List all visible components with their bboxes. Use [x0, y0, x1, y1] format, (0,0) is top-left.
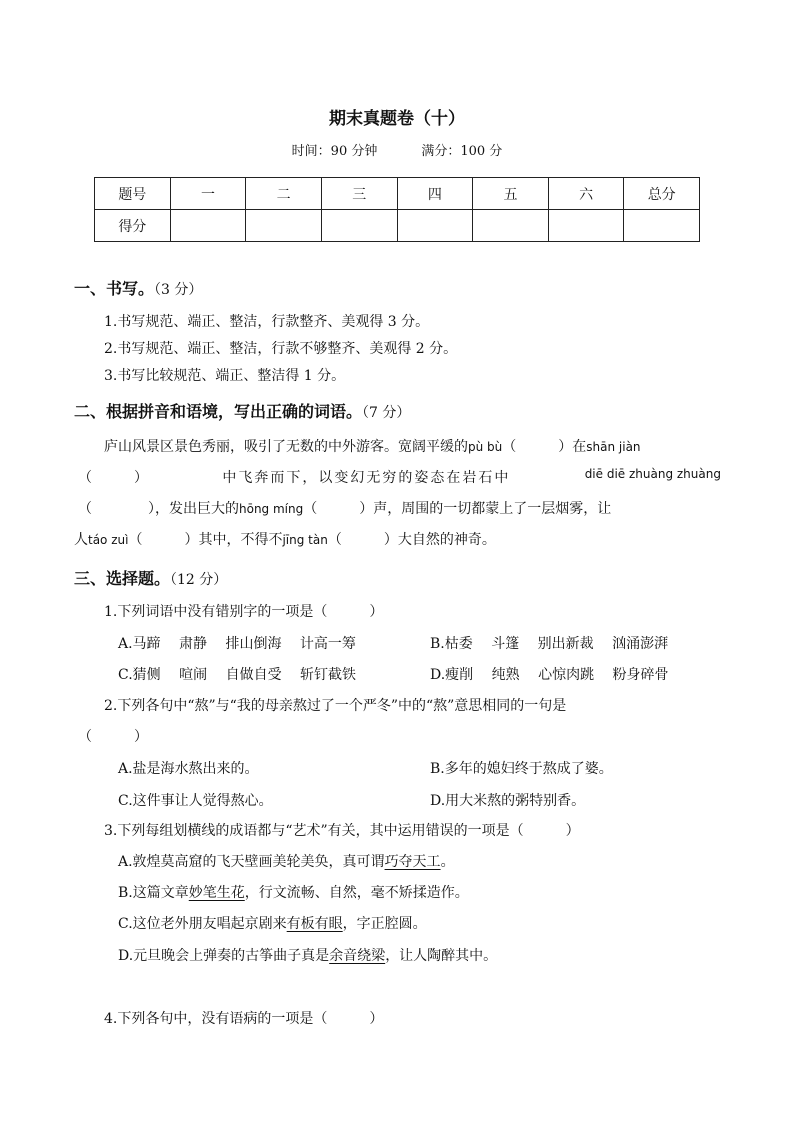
- section2-text: 在: [572, 439, 587, 455]
- section2-points: （7 分）: [362, 405, 411, 421]
- pinyin-prompt: jīng tàn: [282, 533, 328, 547]
- score-table-cell: 三: [321, 178, 397, 210]
- score-table-score-row: [95, 210, 700, 242]
- question-stem: 3.下列每组划横线的成语都与“艺术”有关，其中运用错误的一项是（ ）: [104, 823, 580, 839]
- option-text: C.这位老外朋友唱起京剧来: [118, 916, 287, 932]
- section2-text: 中飞奔而下，以变幻无穷的姿态在岩石中: [222, 470, 511, 486]
- option-d[interactable]: [118, 945, 497, 965]
- answer-blank[interactable]: （ ）: [502, 439, 573, 455]
- pinyin-prompt: hōng míng: [239, 502, 304, 516]
- section1-heading: [74, 276, 202, 299]
- option-d[interactable]: D.瘦削 纯熟 心惊肉跳 粉身碎骨: [430, 667, 669, 683]
- section2-line4: [74, 529, 496, 549]
- pinyin-prompt: pù bù: [468, 440, 503, 454]
- option-b[interactable]: B.多年的媳妇终于熬成了婆。: [430, 761, 613, 777]
- option-text: ，字正腔圆。: [342, 916, 427, 932]
- answer-blank[interactable]: （ ）: [128, 532, 199, 548]
- section1-title: 一、书写。: [74, 279, 155, 298]
- section1-item: 3.书写比较规范、端正、整洁得 1 分。: [104, 368, 346, 384]
- option-c[interactable]: C.猜侧 喧闹 自做自受 斩钉截铁: [118, 667, 357, 683]
- section3-heading: [74, 566, 227, 589]
- option-text: D.元旦晚会上弹奏的古筝曲子真是: [118, 948, 330, 964]
- score-input-cell[interactable]: [170, 210, 246, 242]
- option-a[interactable]: A.马蹄 肃静 排山倒海 计高一筹: [118, 636, 356, 652]
- score-input-cell[interactable]: [624, 210, 700, 242]
- score-table: [94, 177, 700, 242]
- section2-text: 人: [74, 532, 88, 548]
- score-table-cell: 四: [397, 178, 473, 210]
- score-table-cell: 题号: [95, 178, 171, 210]
- section3-points: （12 分）: [170, 572, 228, 588]
- option-text: ，让人陶醉其中。: [385, 948, 498, 964]
- score-table-cell: 总分: [624, 178, 700, 210]
- score-input-cell[interactable]: [473, 210, 549, 242]
- underlined-idiom: 有板有眼: [286, 916, 343, 932]
- underlined-idiom: 余音绕梁: [329, 948, 386, 964]
- option-a[interactable]: [118, 851, 455, 871]
- option-b[interactable]: [118, 882, 469, 902]
- section1-points: （3 分）: [154, 282, 203, 298]
- pinyin-prompt: shān jiàn: [586, 440, 641, 454]
- score-table-cell: 六: [548, 178, 624, 210]
- score-table-cell: 五: [473, 178, 549, 210]
- exam-full-score: 满分：100 分: [421, 144, 503, 159]
- score-input-cell[interactable]: [397, 210, 473, 242]
- section2-line1: [104, 436, 721, 456]
- score-table-cell: 一: [170, 178, 246, 210]
- pinyin-prompt: táo zuì: [88, 533, 129, 547]
- exam-time: 时间：90 分钟: [291, 144, 378, 159]
- answer-blank[interactable]: （ ）: [78, 470, 148, 486]
- section2-text: 其中，不得不: [198, 532, 283, 548]
- option-a[interactable]: A.盐是海水熬出来的。: [118, 761, 259, 777]
- pinyin-prompt: diē diē zhuàng zhuàng: [584, 467, 721, 481]
- option-c[interactable]: C.这件事让人觉得熬心。: [118, 793, 273, 809]
- option-text: A.敦煌莫高窟的飞天壁画美轮美奂，真可谓: [118, 854, 385, 870]
- exam-title: 期末真题卷（十）: [329, 109, 465, 129]
- question-stem: 2.下列各句中“熬”与“我的母亲熬过了一个严冬”中的“熬”意思相同的一句是: [104, 698, 567, 714]
- score-input-cell[interactable]: [321, 210, 397, 242]
- section2-text: ，发出巨大的: [155, 501, 239, 517]
- score-table-cell: 二: [246, 178, 322, 210]
- underlined-idiom: 妙笔生花: [188, 885, 245, 901]
- section2-text: 庐山风景区景色秀丽，吸引了无数的中外游客。宽阔平缓的: [104, 439, 468, 455]
- option-c[interactable]: [118, 913, 427, 933]
- score-input-cell[interactable]: [246, 210, 322, 242]
- option-text: B.这篇文章: [118, 885, 189, 901]
- answer-blank[interactable]: （ ）: [303, 501, 374, 517]
- section2-line2: [78, 467, 721, 487]
- section2-text: 声，周围的一切都蒙上了一层烟雾，让: [373, 501, 612, 517]
- option-b[interactable]: B.枯委 斗篷 别出新裁 汹涌澎湃: [430, 636, 669, 652]
- option-text: ，行文流畅、自然，毫不矫揉造作。: [244, 885, 469, 901]
- exam-subtitle: [0, 140, 794, 159]
- score-input-cell[interactable]: [548, 210, 624, 242]
- section1-item: 2.书写规范、端正、整洁，行款不够整齐、美观得 2 分。: [104, 341, 458, 357]
- question-stem: 4.下列各句中，没有语病的一项是（ ）: [104, 1011, 384, 1027]
- section2-heading: [74, 399, 410, 422]
- section2-title: 二、根据拼音和语境，写出正确的词语。: [74, 402, 363, 421]
- answer-blank[interactable]: （ ）: [78, 501, 155, 517]
- score-table-cell: 得分: [95, 210, 171, 242]
- section2-text: 大自然的神奇。: [397, 532, 496, 548]
- section1-item: 1.书写规范、端正、整洁，行款整齐、美观得 3 分。: [104, 314, 430, 330]
- section3-title: 三、选择题。: [74, 569, 171, 588]
- answer-blank[interactable]: （ ）: [78, 729, 148, 745]
- question-stem: 1.下列词语中没有错别字的一项是（ ）: [104, 604, 384, 620]
- score-table-header-row: [95, 178, 700, 210]
- option-text: 。: [440, 854, 455, 870]
- underlined-idiom: 巧夺天工: [384, 854, 441, 870]
- section2-line3: [78, 498, 721, 518]
- option-d[interactable]: D.用大米熬的粥特别香。: [430, 793, 586, 809]
- answer-blank[interactable]: （ ）: [327, 532, 398, 548]
